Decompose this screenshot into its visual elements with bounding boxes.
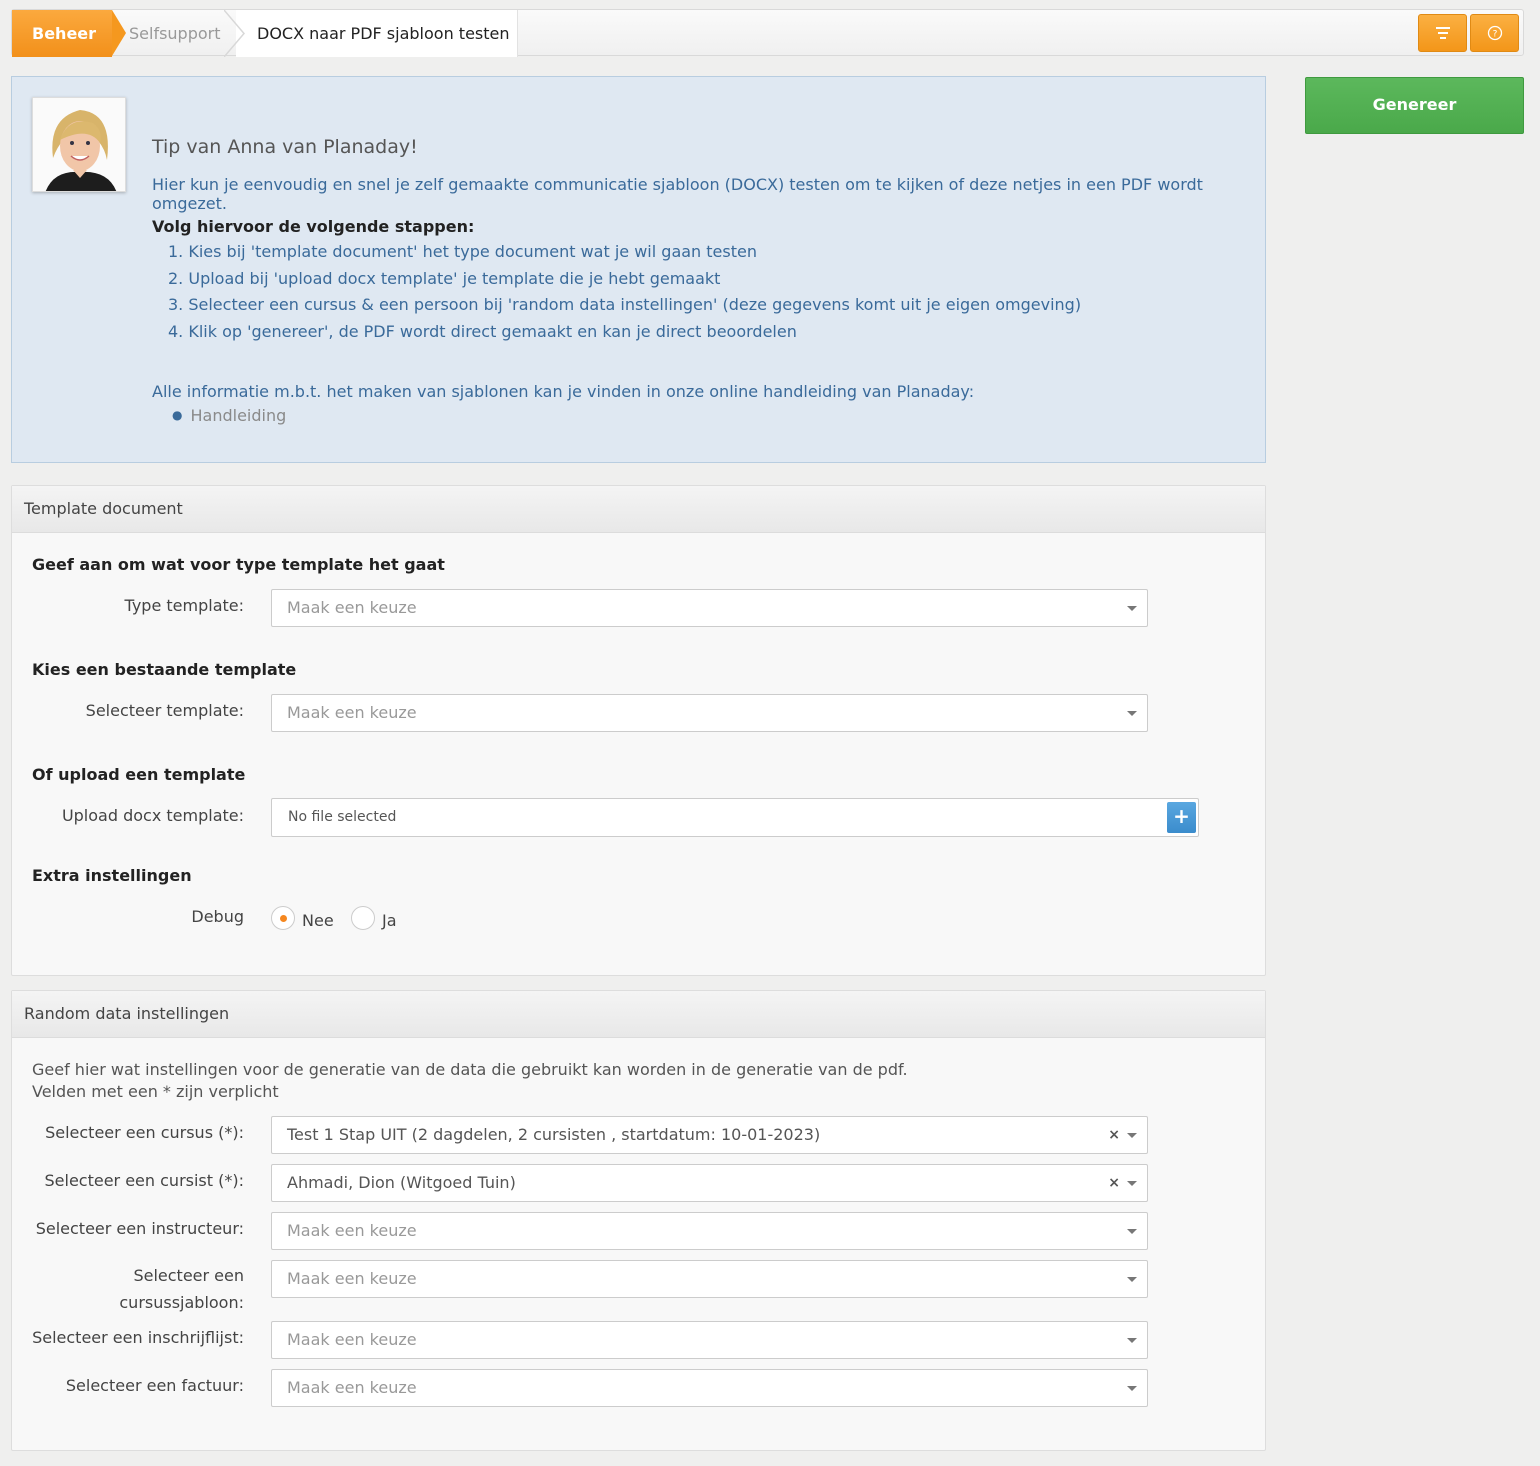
random-data-panel <box>11 990 1266 1451</box>
tip-step: 2. Upload bij 'upload docx template' je template die je hebt gemaakt <box>168 268 721 288</box>
tip-step: 1. Kies bij 'template document' het type document wat je wil gaan testen <box>168 242 757 261</box>
cursist-select[interactable] <box>271 1164 1148 1202</box>
breadcrumb-current: DOCX naar PDF sjabloon testen <box>257 24 510 43</box>
cursus-select[interactable] <box>271 1116 1148 1154</box>
factuur-value: Maak een keuze <box>287 1378 417 1397</box>
tip-steps-heading: Volg hiervoor de volgende stappen: <box>152 217 475 236</box>
chevron-down-icon <box>1127 1386 1137 1391</box>
tip-box <box>11 76 1266 463</box>
debug-label: Debug <box>191 907 244 926</box>
cursist-label: Selecteer een cursist (*): <box>44 1171 244 1190</box>
bullet-icon: ● <box>172 408 183 422</box>
filter-button[interactable] <box>1418 14 1467 52</box>
cursist-value: Ahmadi, Dion (Witgoed Tuin) <box>287 1173 516 1192</box>
filter-icon <box>1435 26 1451 40</box>
cursussjabloon-value: Maak een keuze <box>287 1269 417 1288</box>
tip-steps-list <box>168 241 1081 347</box>
tip-intro: Hier kun je eenvoudig en snel je zelf gemaakte communicatie sjabloon (DOCX) testen om te kijken of deze netjes in een PDF wordt omgezet. <box>152 175 1203 213</box>
breadcrumb-bar <box>11 9 1524 56</box>
instructeur-label: Selecteer een instructeur: <box>35 1219 244 1238</box>
random-data-description: Geef hier wat instellingen voor de generatie van de data die gebruikt kan worden in de generatie van de pdf. <box>32 1060 908 1079</box>
chevron-down-icon <box>1127 1338 1137 1343</box>
upload-template-label: Upload docx template: <box>61 806 244 825</box>
tip-title: Tip van Anna van Planaday! <box>152 136 418 158</box>
breadcrumb-home[interactable]: Beheer <box>12 10 112 57</box>
type-template-value: Maak een keuze <box>287 598 417 617</box>
inschrijflijst-value: Maak een keuze <box>287 1330 417 1349</box>
factuur-select[interactable] <box>271 1369 1148 1407</box>
type-template-label: Type template: <box>124 596 244 615</box>
clear-icon[interactable]: × <box>1108 1127 1120 1143</box>
debug-option-nee: Nee <box>302 911 334 930</box>
select-template-label: Selecteer template: <box>85 701 244 720</box>
chevron-down-icon <box>1127 1133 1137 1138</box>
section-heading-existing: Kies een bestaande template <box>32 660 297 679</box>
upload-docx-field[interactable] <box>271 798 1199 837</box>
clear-icon[interactable]: × <box>1108 1175 1120 1191</box>
chevron-down-icon <box>1127 1229 1137 1234</box>
debug-option-ja: Ja <box>382 911 397 930</box>
section-heading-type: Geef aan om wat voor type template het gaat <box>32 555 445 574</box>
template-document-panel <box>11 485 1266 976</box>
select-template-select[interactable] <box>271 694 1148 732</box>
section-heading-upload: Of upload een template <box>32 765 246 784</box>
debug-radio-ja[interactable] <box>351 906 375 930</box>
genereer-button[interactable]: Genereer <box>1305 77 1524 134</box>
svg-text:?: ? <box>1492 29 1497 40</box>
inschrijflijst-label: Selecteer een inschrijflijst: <box>32 1328 244 1347</box>
tip-info: Alle informatie m.b.t. het maken van sjablonen kan je vinden in onze online handleiding van Planaday: <box>152 382 975 401</box>
instructeur-value: Maak een keuze <box>287 1221 417 1240</box>
instructeur-select[interactable] <box>271 1212 1148 1250</box>
panel-title: Random data instellingen <box>12 991 1265 1038</box>
panel-title: Template document <box>12 486 1265 533</box>
chevron-down-icon <box>1127 606 1137 611</box>
breadcrumb-parent[interactable]: Selfsupport <box>129 24 221 43</box>
handleiding-link[interactable]: Handleiding <box>190 406 287 425</box>
section-heading-extra: Extra instellingen <box>32 866 192 885</box>
chevron-down-icon <box>1127 1277 1137 1282</box>
upload-file-value: No file selected <box>288 809 397 825</box>
anna-avatar <box>32 97 126 192</box>
help-button[interactable] <box>1470 14 1519 52</box>
help-icon <box>1487 25 1503 41</box>
chevron-down-icon <box>1127 1181 1137 1186</box>
tip-step: 3. Selecteer een cursus & een persoon bij 'random data instellingen' (deze gegevens komt uit je eigen omgeving) <box>168 295 1082 314</box>
tip-step: 4. Klik op 'genereer', de PDF wordt direct gemaakt en kan je direct beoordelen <box>168 321 797 341</box>
cursus-value: Test 1 Stap UIT (2 dagdelen, 2 cursisten , startdatum: 10-01-2023) <box>287 1125 821 1144</box>
factuur-label: Selecteer een factuur: <box>65 1376 244 1395</box>
cursussjabloon-label-line2: cursussjabloon: <box>119 1293 244 1312</box>
debug-radio-nee[interactable] <box>271 906 295 930</box>
select-template-value: Maak een keuze <box>287 703 417 722</box>
handleiding-link-item <box>172 406 286 425</box>
cursussjabloon-select[interactable] <box>271 1260 1148 1298</box>
type-template-select[interactable] <box>271 589 1148 627</box>
chevron-down-icon <box>1127 711 1137 716</box>
add-file-button[interactable]: + <box>1167 802 1196 833</box>
breadcrumb-separator-icon <box>224 10 246 57</box>
cursussjabloon-label-line1: Selecteer een <box>133 1266 244 1285</box>
anna-avatar-image <box>33 98 126 192</box>
required-fields-note: Velden met een * zijn verplicht <box>32 1082 279 1101</box>
inschrijflijst-select[interactable] <box>271 1321 1148 1359</box>
cursus-label: Selecteer een cursus (*): <box>45 1123 244 1142</box>
